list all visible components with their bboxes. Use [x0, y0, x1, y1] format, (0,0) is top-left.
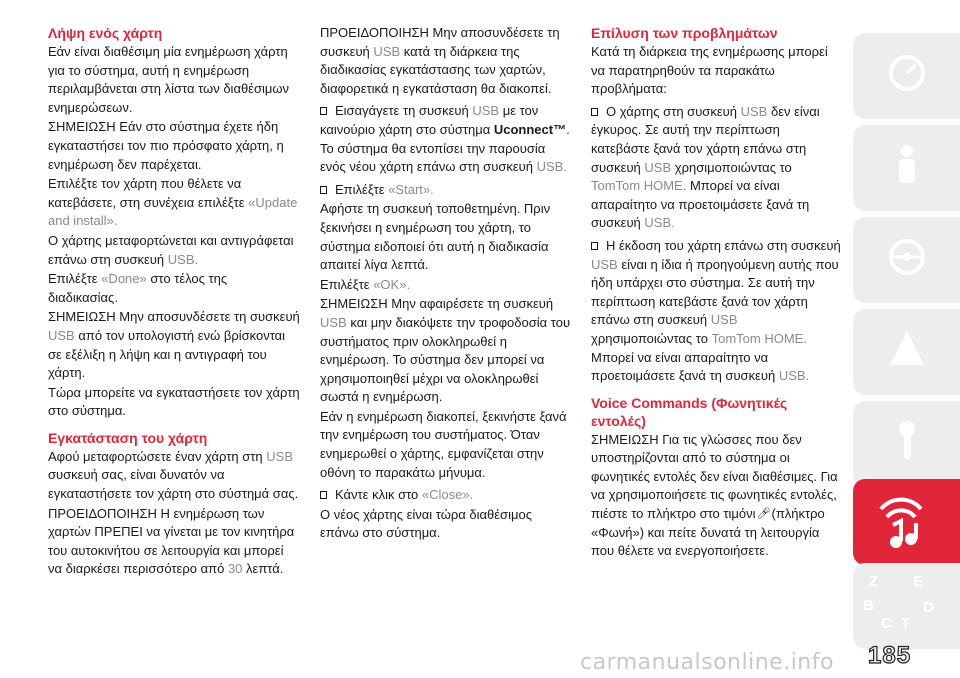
heading-voice-commands: Voice Commands (Φωνητικές εντολές)	[591, 394, 788, 429]
text: Επιλέξτε	[320, 276, 370, 292]
tab-dashboard	[853, 33, 960, 119]
warning-triangle-icon	[887, 327, 927, 371]
text: Μπορεί να είναι απαραίτητο να προετοιμάσετε ξανά τη συσκευή	[591, 178, 810, 231]
usb-term: USB	[644, 159, 672, 175]
wrench-icon	[887, 419, 927, 463]
heading-map-download: Λήψη ενός χάρτη	[48, 25, 163, 41]
usb-term: USB.	[536, 159, 567, 175]
button-name: «Close».	[421, 487, 474, 503]
index-letter: B	[863, 597, 874, 614]
usb-term: USB.	[167, 251, 199, 267]
text: στο τέλος της διαδικασίας.	[48, 271, 228, 305]
step-same-version	[591, 237, 841, 386]
button-name: «OK».	[373, 276, 411, 292]
usb-term: USB	[710, 312, 738, 328]
page-number: 185	[868, 642, 912, 669]
warning	[48, 505, 300, 579]
paragraph	[48, 175, 300, 231]
text: δεν είναι έγκυρος. Σε αυτή την περίπτωση κατεβάστε ξανά τον χάρτη επάνω στη συσκευή	[591, 103, 820, 175]
tab-multimedia	[853, 479, 960, 565]
steering-wheel-icon	[887, 235, 927, 279]
text: Ο χάρτης μεταφορτώνεται και αντιγράφεται επάνω στη συσκευή	[48, 232, 294, 267]
tab-starting-driving	[853, 217, 960, 303]
text: (πλήκτρο «Φωνή») και πείτε δυνατά τη λειτουργία που θέλετε να ενεργοποιήσετε.	[591, 506, 825, 559]
checkbox-icon	[320, 186, 327, 194]
text: Αφού μεταφορτώσετε έναν χάρτη στη	[48, 448, 263, 464]
software-name: TomTom HOME.	[711, 330, 807, 346]
index-letter: T	[901, 615, 911, 632]
text: και μην διακόψετε την τροφοδοσία του συστήματος πριν ολοκληρωθεί η ενημέρωση. Το σύστημα δεν μπορεί να χρησιμοποιηθεί μέχρι να ολοκληρωθεί σωστά η ενημέρωση.	[320, 314, 571, 405]
voice-button-icon: 🎤︎	[756, 508, 771, 521]
tab-safety	[853, 125, 960, 211]
index-letter: D	[923, 599, 934, 616]
text: Η έκδοση του χάρτη επάνω στη συσκευή	[606, 237, 841, 253]
heading-troubleshooting: Επίλυση των προβλημάτων	[591, 25, 778, 41]
paragraph	[320, 276, 572, 295]
button-name: «Update and install».	[48, 194, 298, 229]
tab-index	[853, 563, 960, 649]
text: με τον καινούριο χάρτη στο σύστημα	[320, 103, 539, 137]
note	[591, 431, 841, 561]
paragraph: Κατά τη διάρκεια της ενημέρωσης μπορεί να παρατηρηθούν τα παρακάτω προβλήματα:	[591, 44, 828, 97]
note: ΣΗΜΕΙΩΣΗ Εάν στο σύστημα έχετε ήδη εγκαταστήσει τον πιο πρόσφατο χάρτη, η ενημέρωση δεν παρέχεται.	[48, 119, 284, 172]
paragraph: Τώρα μπορείτε να εγκαταστήσετε τον χάρτη στο σύστημα.	[48, 384, 300, 419]
watermark: carmanualsonline.info	[580, 650, 834, 675]
checkbox-icon	[591, 242, 598, 250]
step-click-close	[320, 486, 572, 505]
index-letter: E	[913, 573, 924, 590]
usb-term: USB	[740, 103, 768, 119]
paragraph	[48, 270, 300, 307]
text: Ο χάρτης στη συσκευή	[606, 103, 737, 119]
text: . Το σύστημα θα εντοπίσει την παρουσία ενός νέου χάρτη επάνω στη συσκευή	[320, 121, 570, 175]
paragraph	[48, 448, 300, 504]
text: από τον υπολογιστή ενώ βρίσκονται σε εξέλιξη η λήψη και η αντιγραφή του χάρτη.	[48, 327, 286, 381]
index-letter: Z	[869, 573, 879, 590]
usb-term: USB.	[644, 215, 675, 231]
checkbox-icon	[320, 107, 327, 115]
software-name: TomTom HOME.	[591, 178, 687, 194]
note	[48, 308, 300, 382]
text: ΠΡΟΕΙΔΟΠΟΙΗΣΗ Μην αποσυνδέσετε τη συσκευή	[320, 25, 560, 59]
paragraph: Εάν είναι διαθέσιμη μία ενημέρωση χάρτη για το σύστημα, αυτή η ενημέρωση περιλαμβάνεται στη λίστα των διαθέσιμων ενημερώσεων.	[48, 44, 290, 115]
index-letter: C	[881, 615, 892, 632]
speedometer-icon	[887, 51, 927, 95]
checkbox-icon	[320, 491, 327, 499]
column-2	[320, 24, 572, 544]
text: είναι η ίδια ή προηγούμενη αυτής που ήδη υπάρχει στο σύστημα. Σε αυτή την περίπτωση κατεβάστε ξανά τον χάρτη επάνω στη συσκευή	[591, 256, 839, 328]
warning	[320, 24, 572, 98]
step-invalid-map	[591, 103, 841, 233]
usb-term: USB	[320, 314, 347, 330]
seatbelt-icon	[887, 143, 927, 187]
text: χρησιμοποιώντας το	[674, 159, 792, 175]
paragraph: Αφήστε τη συσκευή τοποθετημένη. Πριν ξεκινήσει η ενημέρωση του χάρτη, το σύστημα ειδοποιεί ότι αυτή η διαδικασία απαιτεί λίγα λεπτά.	[320, 201, 551, 273]
multimedia-music-icon	[871, 491, 931, 555]
text: Επιλέξτε	[48, 271, 98, 287]
tab-warning-lights	[853, 309, 960, 395]
text: Μπορεί να είναι απαραίτητο να προετοιμάσετε ξανά τη συσκευή	[591, 349, 776, 384]
usb-term: USB	[266, 448, 293, 464]
paragraph: Ο νέος χάρτης είναι τώρα διαθέσιμος επάνω στο σύστημα.	[320, 506, 532, 541]
tab-emergency	[853, 401, 960, 487]
brand-name: Uconnect™	[493, 121, 567, 137]
checkbox-icon	[591, 108, 598, 116]
text: Επιλέξτε	[335, 181, 385, 197]
column-1	[48, 24, 300, 580]
text: ΣΗΜΕΙΩΣΗ Μην αφαιρέσετε τη συσκευή	[320, 296, 554, 312]
text: κατά τη διάρκεια της διαδικασίας εγκατάστασης των χαρτών, διαφορετικά η εγκατάσταση θα διακοπεί.	[320, 43, 552, 96]
text: συσκευή σας, είναι δυνατόν να εγκαταστήσετε τον χάρτη στο σύστημά σας.	[48, 467, 299, 502]
number: 30	[227, 561, 243, 577]
step-insert-usb	[320, 102, 572, 176]
text: ΣΗΜΕΙΩΣΗ Για τις γλώσσες που δεν υποστηρίζονται από το σύστημα οι φωνητικές εντολές δεν είναι διαθέσιμες. Για να χρησιμοποιήσετε τις φωνητικές εντολές, πιέστε το πλήκτρο στο τιμόνι	[591, 431, 838, 522]
usb-term: USB	[472, 103, 500, 119]
text: ΣΗΜΕΙΩΣΗ Μην αποσυνδέσετε τη συσκευή	[48, 309, 300, 325]
heading-map-install: Εγκατάσταση του χάρτη	[48, 429, 208, 446]
paragraph: Εάν η ενημέρωση διακοπεί, ξεκινήστε ξανά την ενημέρωση του συστήματος. Όταν ενημερωθεί ο χάρτης, εμφανίζεται στην οθόνη το παρακάτω μήνυμα.	[320, 408, 567, 480]
button-name: «Start».	[388, 181, 434, 197]
text: ΠΡΟΕΙΔΟΠΟΙΗΣΗ Η ενημέρωση των χαρτών ΠΡΕΠΕΙ να γίνεται με τον κινητήρα του αυτοκινήτου σε λειτουργία και μπορεί να διαρκέσει περισσότερο από	[48, 505, 295, 577]
step-select-start	[320, 181, 572, 200]
text: Εισαγάγετε τη συσκευή	[335, 103, 469, 119]
usb-term: USB	[591, 256, 618, 272]
usb-term: USB	[48, 327, 75, 343]
button-name: «Done»	[101, 271, 147, 287]
usb-term: USB	[373, 43, 401, 59]
column-3	[591, 24, 841, 562]
text: χρησιμοποιώντας το	[591, 330, 708, 346]
note	[320, 295, 572, 407]
paragraph	[48, 232, 300, 269]
text: Κάντε κλικ στο	[335, 487, 419, 503]
text: Επιλέξτε τον χάρτη που θέλετε να κατεβάσετε, στη συνέχεια επιλέξτε	[48, 176, 245, 210]
usb-term: USB.	[778, 368, 810, 384]
text: λεπτά.	[246, 561, 284, 577]
